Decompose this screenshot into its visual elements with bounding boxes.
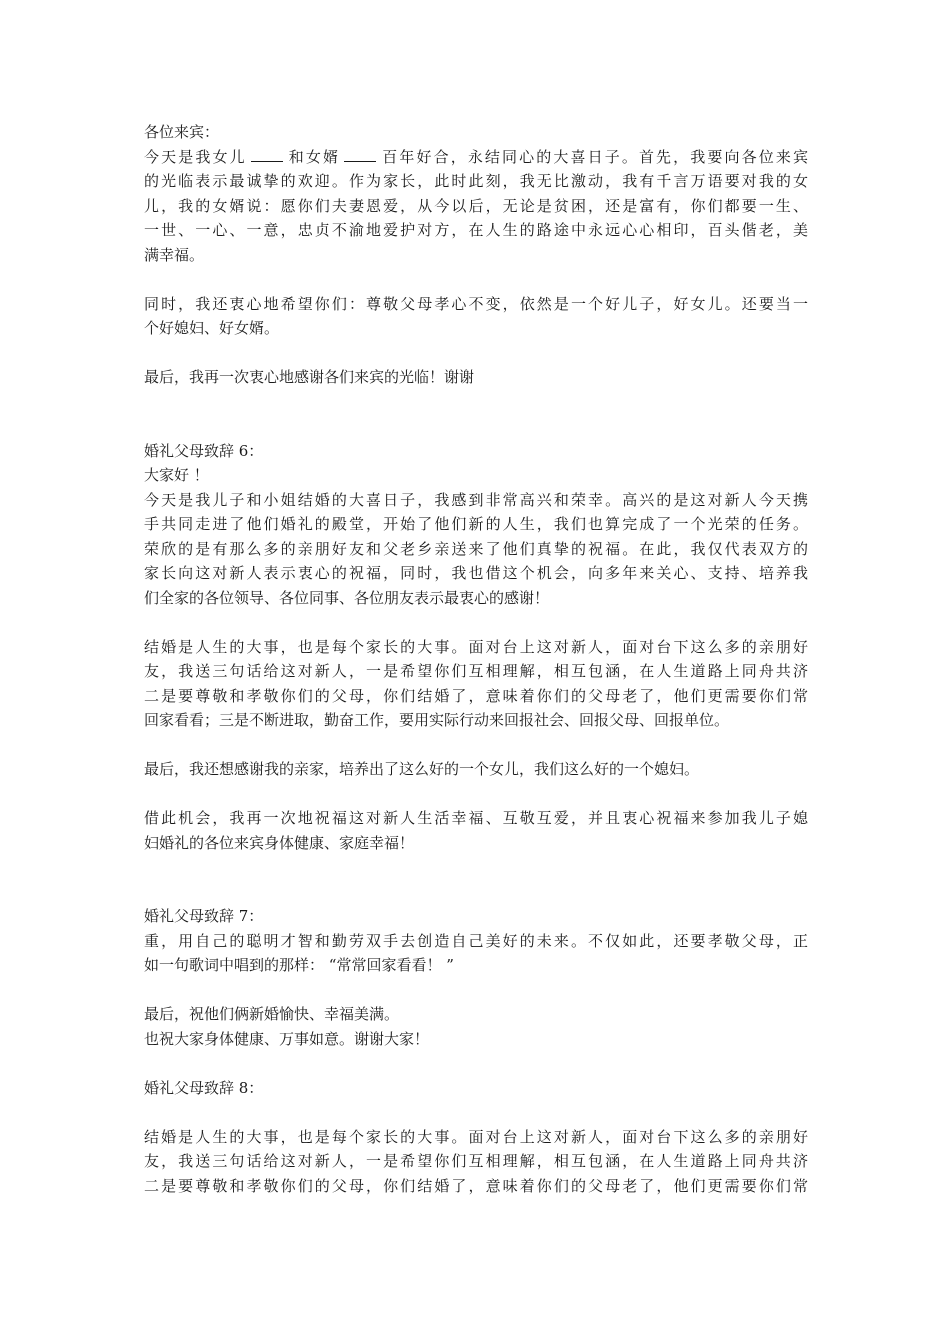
paragraph-line: 们全家的各位领导、各位同事、各位朋友表示最衷心的感谢！ [144, 588, 550, 607]
paragraph-line [144, 145, 808, 170]
paragraph-line: 最后，我再一次衷心地感谢各们来宾的光临！谢谢 [144, 368, 475, 386]
paragraph-line: 的光临表示最诚挚的欢迎。作为家长，此时此刻，我无比激动，我有千言万语要对我的女 [144, 172, 808, 190]
section-heading: 婚礼父母致辞 7： [144, 907, 264, 925]
text-segment: 百年好合，永结同心的大喜日子。首先，我要向各位来宾 [380, 147, 808, 166]
text-segment: 和女婿 [286, 147, 341, 166]
paragraph-line: 个好媳妇、好女婿。 [144, 319, 280, 337]
name-blank [344, 147, 376, 162]
paragraph-line: 回家看看；三是不断进取，勤奋工作，要用实际行动来回报社会、回报父母、回报单位。 [144, 711, 730, 729]
paragraph-line: 如一句歌词中唱到的那样： “常常回家看看！ ” [144, 956, 454, 974]
paragraph-line: 友，我送三句话给这对新人，一是希望你们互相理解，相互包涵，在人生道路上同舟共济 [144, 662, 808, 680]
section-heading: 婚礼父母致辞 8： [144, 1078, 264, 1097]
paragraph-line: 满幸福。 [144, 245, 205, 264]
greeting-line: 各位来宾： [144, 123, 220, 141]
paragraph-line: 也祝大家身体健康、万事如意。谢谢大家！ [144, 1029, 430, 1048]
paragraph-line: 妇婚礼的各位来宾身体健康、家庭幸福！ [144, 833, 415, 852]
paragraph-line: 儿，我的女婿说：愿你们夫妻恩爱，从今以后，无论是贫困，还是富有，你们都要一生、 [144, 196, 808, 215]
paragraph-line: 荣欣的是有那么多的亲朋好友和父老乡亲送来了他们真挚的祝福。在此，我仅代表双方的 [144, 539, 808, 558]
paragraph-line: 结婚是人生的大事，也是每个家长的大事。面对台上这对新人，面对台下这么多的亲朋好 [144, 1127, 808, 1146]
name-blank [251, 147, 283, 162]
paragraph-line: 结婚是人生的大事，也是每个家长的大事。面对台上这对新人，面对台下这么多的亲朋好 [144, 637, 808, 656]
greeting-line: 大家好 ！ [144, 466, 209, 484]
paragraph-line: 最后，我还想感谢我的亲家，培养出了这么好的一个女儿，我们这么好的一个媳妇。 [144, 760, 700, 778]
paragraph-line: 最后，祝他们俩新婚愉快、幸福美满。 [144, 1005, 400, 1023]
paragraph-line: 今天是我儿子和小姐结婚的大喜日子，我感到非常高兴和荣幸。高兴的是这对新人今天携 [144, 490, 808, 509]
paragraph-line: 二是要尊敬和孝敬你们的父母，你们结婚了，意味着你们的父母老了，他们更需要你们常 [144, 1176, 808, 1195]
paragraph-line: 友，我送三句话给这对新人，一是希望你们互相理解，相互包涵，在人生道路上同舟共济 [144, 1152, 808, 1170]
paragraph-line: 重，用自己的聪明才智和勤劳双手去创造自己美好的未来。不仅如此，还要孝敬父母，正 [144, 931, 808, 950]
paragraph-line: 一世、一心、一意，忠贞不渝地爱护对方，在人生的路途中永远心心相印，百头偕老，美 [144, 221, 808, 239]
document-page [144, 120, 808, 1198]
paragraph-line: 手共同走进了他们婚礼的殿堂，开始了他们新的人生，我们也算完成了一个光荣的任务。 [144, 515, 808, 533]
paragraph-line: 二是要尊敬和孝敬你们的父母，你们结婚了，意味着你们的父母老了，他们更需要你们常 [144, 686, 808, 705]
text-segment: 今天是我女儿 [144, 147, 247, 166]
paragraph-line: 家长向这对新人表示衷心的祝福，同时，我也借这个机会，向多年来关心、支持、培养我 [144, 564, 808, 582]
paragraph-line: 同时，我还衷心地希望你们：尊敬父母孝心不变，依然是一个好儿子，好女儿。还要当一 [144, 294, 808, 313]
section-heading: 婚礼父母致辞 6： [144, 441, 264, 460]
paragraph-line: 借此机会，我再一次地祝福这对新人生活幸福、互敬互爱，并且衷心祝福来参加我儿子媳 [144, 809, 808, 827]
